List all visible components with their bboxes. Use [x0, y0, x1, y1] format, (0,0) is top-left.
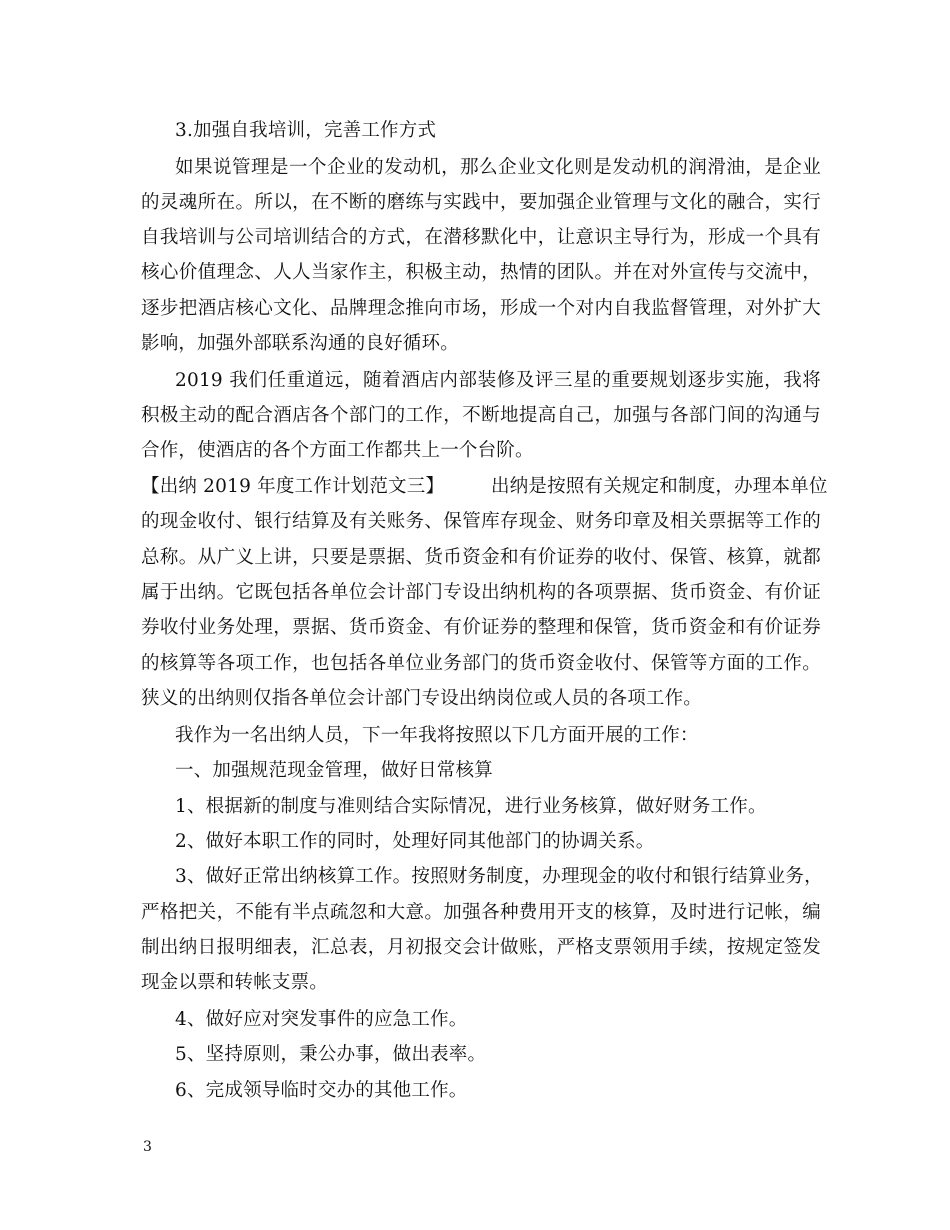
list-item: 5、坚持原则，秉公办事，做出表率。 — [175, 1044, 487, 1065]
paragraph-line: 如果说管理是一个企业的发动机，那么企业文化则是发动机的润滑油，是企业 — [175, 157, 821, 178]
page-number: 3 — [143, 1139, 152, 1155]
paragraph-line: 合作，使酒店的各个方面工作都共上一个台阶。 — [141, 440, 534, 461]
paragraph-line: 狭义的出纳则仅指各单位会计部门专设出纳岗位或人员的各项工作。 — [141, 688, 703, 709]
list-heading: 一、加强规范现金管理，做好日常核算 — [175, 760, 493, 781]
list-item: 1、根据新的制度与准则结合实际情况，进行业务核算，做好财务工作。 — [175, 796, 767, 817]
list-item-continuation: 严格把关，不能有半点疏忽和大意。加强各种费用开支的核算，及时进行记帐，编 — [141, 902, 821, 923]
paragraph-line: 的现金收付、银行结算及有关账务、保管库存现金、财务印章及相关票据等工作的 — [141, 511, 821, 532]
paragraph-line: 属于出纳。它既包括各单位会计部门专设出纳机构的各项票据、货币资金、有价证 — [141, 582, 821, 603]
list-item: 4、做好应对突发事件的应急工作。 — [175, 1009, 468, 1030]
paragraph-line: 2019 我们任重道远，随着酒店内部装修及评三星的重要规划逐步实施，我将 — [175, 370, 821, 391]
list-item: 3、做好正常出纳核算工作。按照财务制度，办理现金的收付和银行结算业务， — [175, 866, 823, 887]
list-item: 6、完成领导临时交办的其他工作。 — [175, 1080, 468, 1101]
paragraph-line: 的核算等各项工作，也包括各单位业务部门的货币资金收付、保管等方面的工作。 — [141, 653, 821, 674]
paragraph-line: 自我培训与公司培训结合的方式，在潜移默化中，让意识主导行为，形成一个具有 — [141, 227, 821, 248]
paragraph-line: 积极主动的配合酒店各个部门的工作，不断地提高自己，加强与各部门间的沟通与 — [141, 405, 821, 426]
list-item-continuation: 制出纳日报明细表，汇总表，月初报交会计做账，严格支票领用手续，按规定签发 — [141, 937, 821, 958]
paragraph-line: 核心价值理念、人人当家作主，积极主动，热情的团队。并在对外宣传与交流中， — [141, 262, 821, 283]
paragraph-line: 我作为一名出纳人员，下一年我将按照以下几方面开展的工作： — [175, 725, 699, 746]
paragraph-line: 逐步把酒店核心文化、品牌理念推向市场，形成一个对内自我监督管理，对外扩大 — [141, 298, 821, 319]
paragraph-line: 的灵魂所在。所以，在不断的磨练与实践中，要加强企业管理与文化的融合，实行 — [141, 192, 821, 213]
section-title-line: 【出纳 2019 年度工作计划范文三】 出纳是按照有关规定和制度，办理本单位 — [141, 476, 828, 497]
paragraph-line: 券收付业务处理，票据、货币资金、有价证券的整理和保管，货币资金和有价证券 — [141, 617, 821, 638]
paragraph-line: 总称。从广义上讲，只要是票据、货币资金和有价证券的收付、保管、核算，就都 — [141, 547, 821, 568]
section-heading: 3.加强自我培训，完善工作方式 — [175, 120, 437, 141]
paragraph-line: 影响，加强外部联系沟通的良好循环。 — [141, 333, 459, 354]
list-item: 2、做好本职工作的同时，处理好同其他部门的协调关系。 — [175, 831, 655, 852]
list-item-continuation: 现金以票和转帐支票。 — [141, 972, 329, 993]
